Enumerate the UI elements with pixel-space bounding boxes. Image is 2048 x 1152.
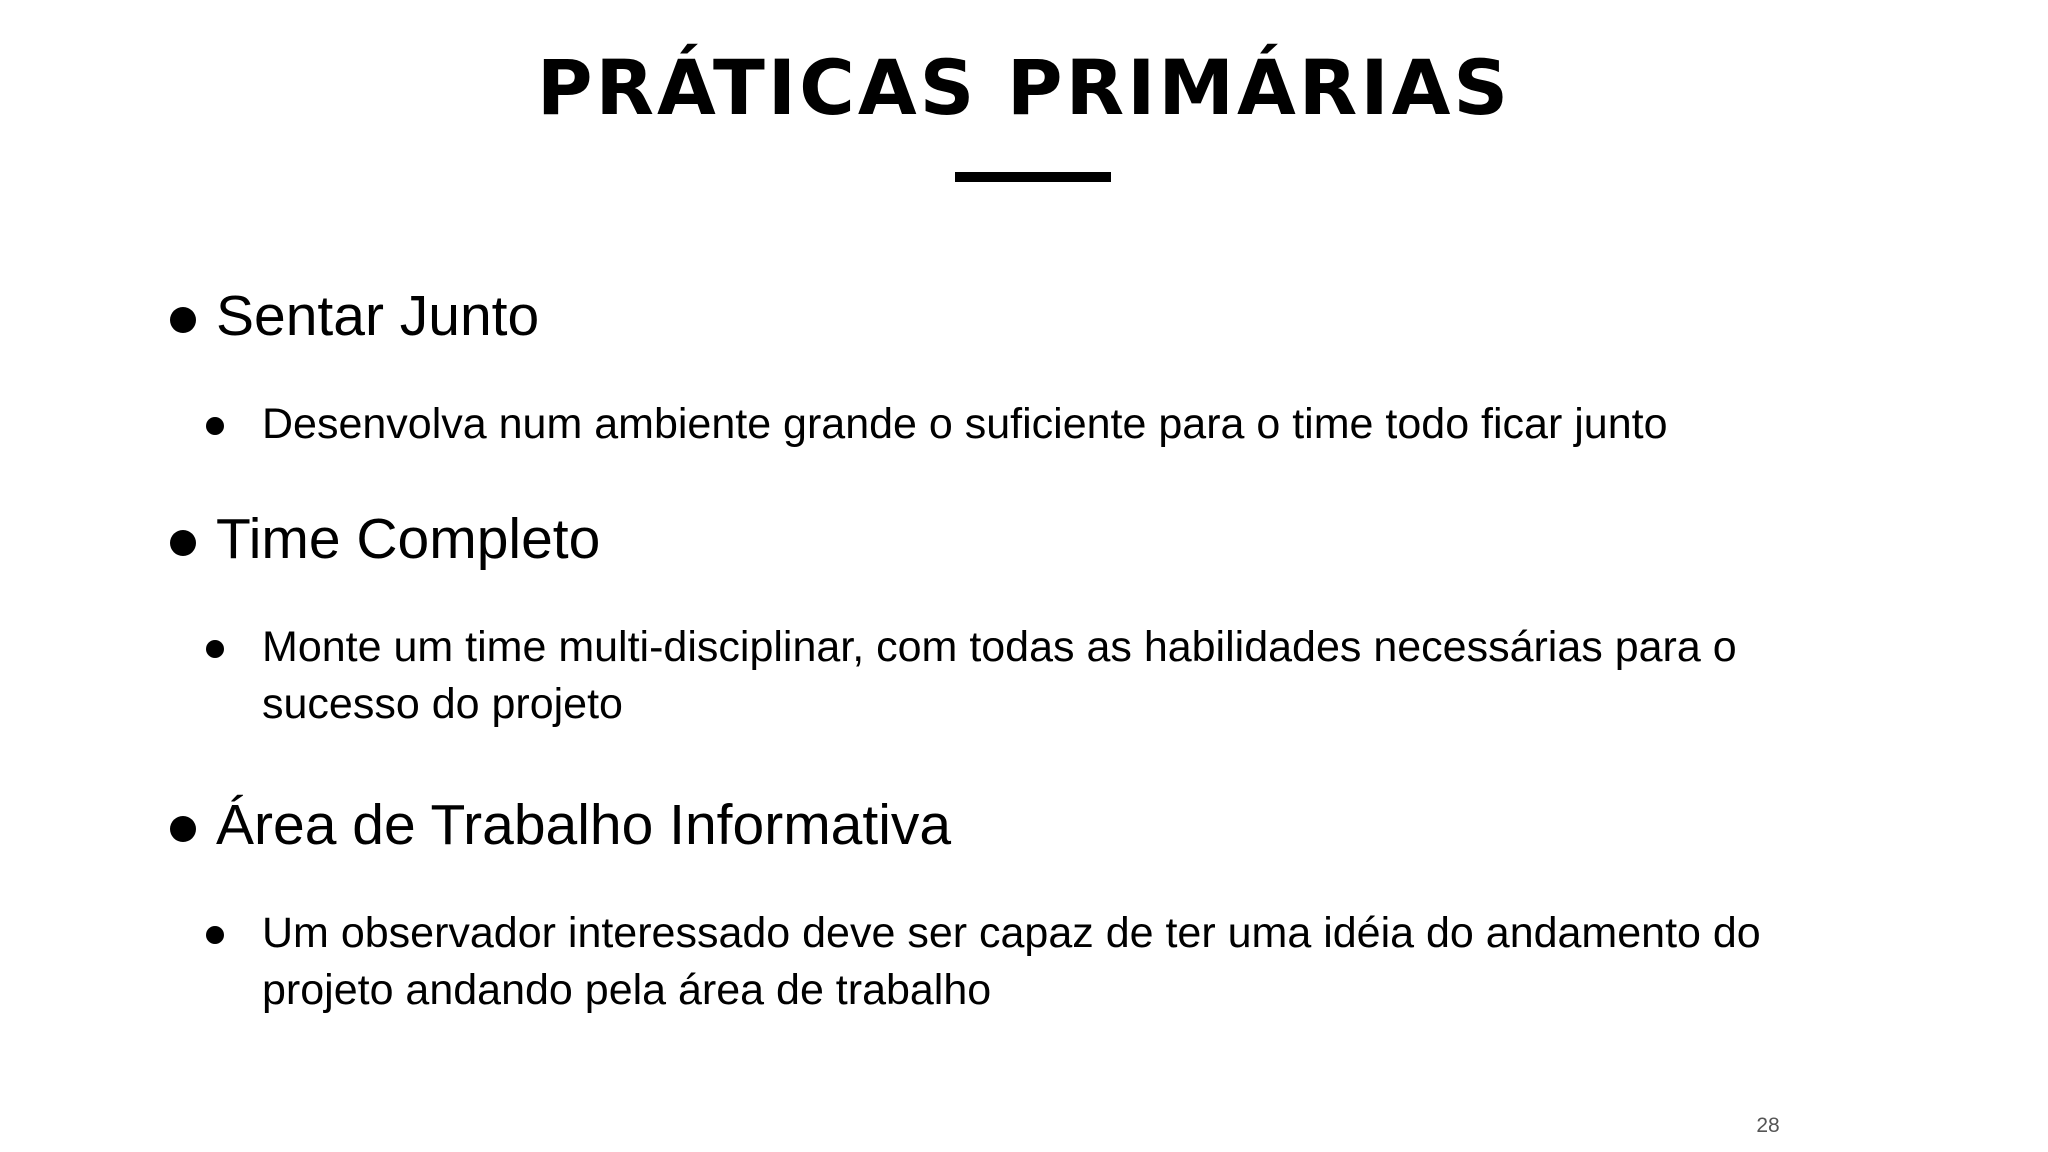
bullet-icon (170, 816, 196, 842)
bullet-item-time-completo (170, 503, 1890, 575)
sub-bullet-text: Um observador interessado deve ser capaz de ter uma idéia do andamento do projeto andando pela área de trabalho (262, 909, 1761, 1014)
bullet-icon (206, 417, 224, 435)
bullet-list (170, 280, 1890, 1019)
bullet-text: Área de Trabalho Informativa (216, 793, 952, 857)
bullet-icon (170, 530, 196, 556)
sub-bullet-item (194, 905, 1890, 1019)
sub-bullet-text: Desenvolva num ambiente grande o suficiente para o time todo ficar junto (262, 400, 1668, 448)
sub-bullet-item (194, 396, 1890, 453)
bullet-text: Sentar Junto (216, 284, 540, 348)
slide-title: PRÁTICAS PRIMÁRIAS (536, 43, 1512, 132)
bullet-icon (170, 307, 196, 333)
bullet-icon (206, 926, 224, 944)
bullet-text: Time Completo (216, 507, 601, 571)
page-number: 28 (1756, 1114, 1780, 1137)
bullet-item-sentar-junto (170, 280, 1890, 352)
title-underline (955, 172, 1111, 182)
sub-bullet-text: Monte um time multi-disciplinar, com todas as habilidades necessárias para o sucesso do projeto (262, 623, 1737, 728)
bullet-item-area-de-trabalho (170, 789, 1890, 861)
bullet-icon (206, 640, 224, 658)
sub-bullet-item (194, 619, 1890, 733)
